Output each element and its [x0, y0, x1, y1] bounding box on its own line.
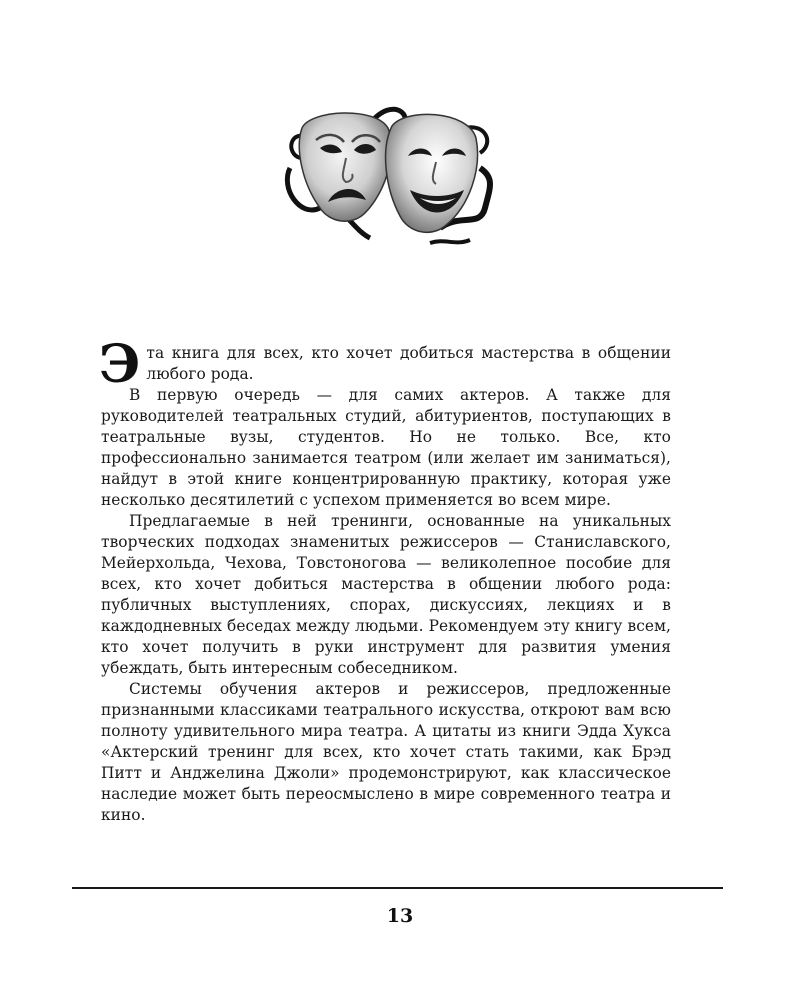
theater-masks-illustration — [280, 98, 496, 248]
intro-text: та книга для всех, кто хочет добиться мастерства в общении любого рода. — [146, 344, 671, 383]
paragraph-1: В первую очередь — для самих актеров. А также для руководителей театральных студий, абитуриентов, поступающих в театральные вузы, студентов. Но не только. Все, кто профессионально занимается театром (или желает им заниматься), найдут в этой книге концентрированную практику, которая уже несколько десятилетий с успехом применяется во всем мире. — [101, 386, 671, 509]
footer-divider — [72, 887, 723, 889]
drop-cap: Э — [99, 334, 141, 395]
tragedy-mask-icon — [299, 113, 391, 221]
paragraph-3: Системы обучения актеров и режиссеров, предложенные признанными классиками театрального искусства, откроют вам всю полноту удивительного мира театра. А цитаты из книги Эдда Хукса «Актерский тренинг для всех, кто хочет стать такими, как Брэд Питт и Анджелина Джоли» продемонстрируют, как классическое наследие может быть переосмыслено в мире современного театра и кино. — [101, 680, 671, 824]
paragraph-2: Предлагаемые в ней тренинги, основанные на уникальных творческих подходах знаменитых режиссеров — Станиславского, Мейерхольда, Чехова, Товстоногова — великолепное пособие для всех, кто хочет добиться мастерства в общении любого рода: публичных выступлениях, спорах, дискуссиях, лекциях и в каждодневных беседах между людьми. Рекомендуем эту книгу всем, кто хочет получить в руки инструмент для развития умения убеждать, быть интересным собеседником. — [101, 512, 671, 677]
page-number: 13 — [386, 905, 414, 927]
theater-masks-icon — [280, 98, 496, 248]
main-text — [99, 334, 671, 826]
comedy-mask-icon — [386, 114, 478, 232]
intro-paragraph — [99, 334, 671, 395]
